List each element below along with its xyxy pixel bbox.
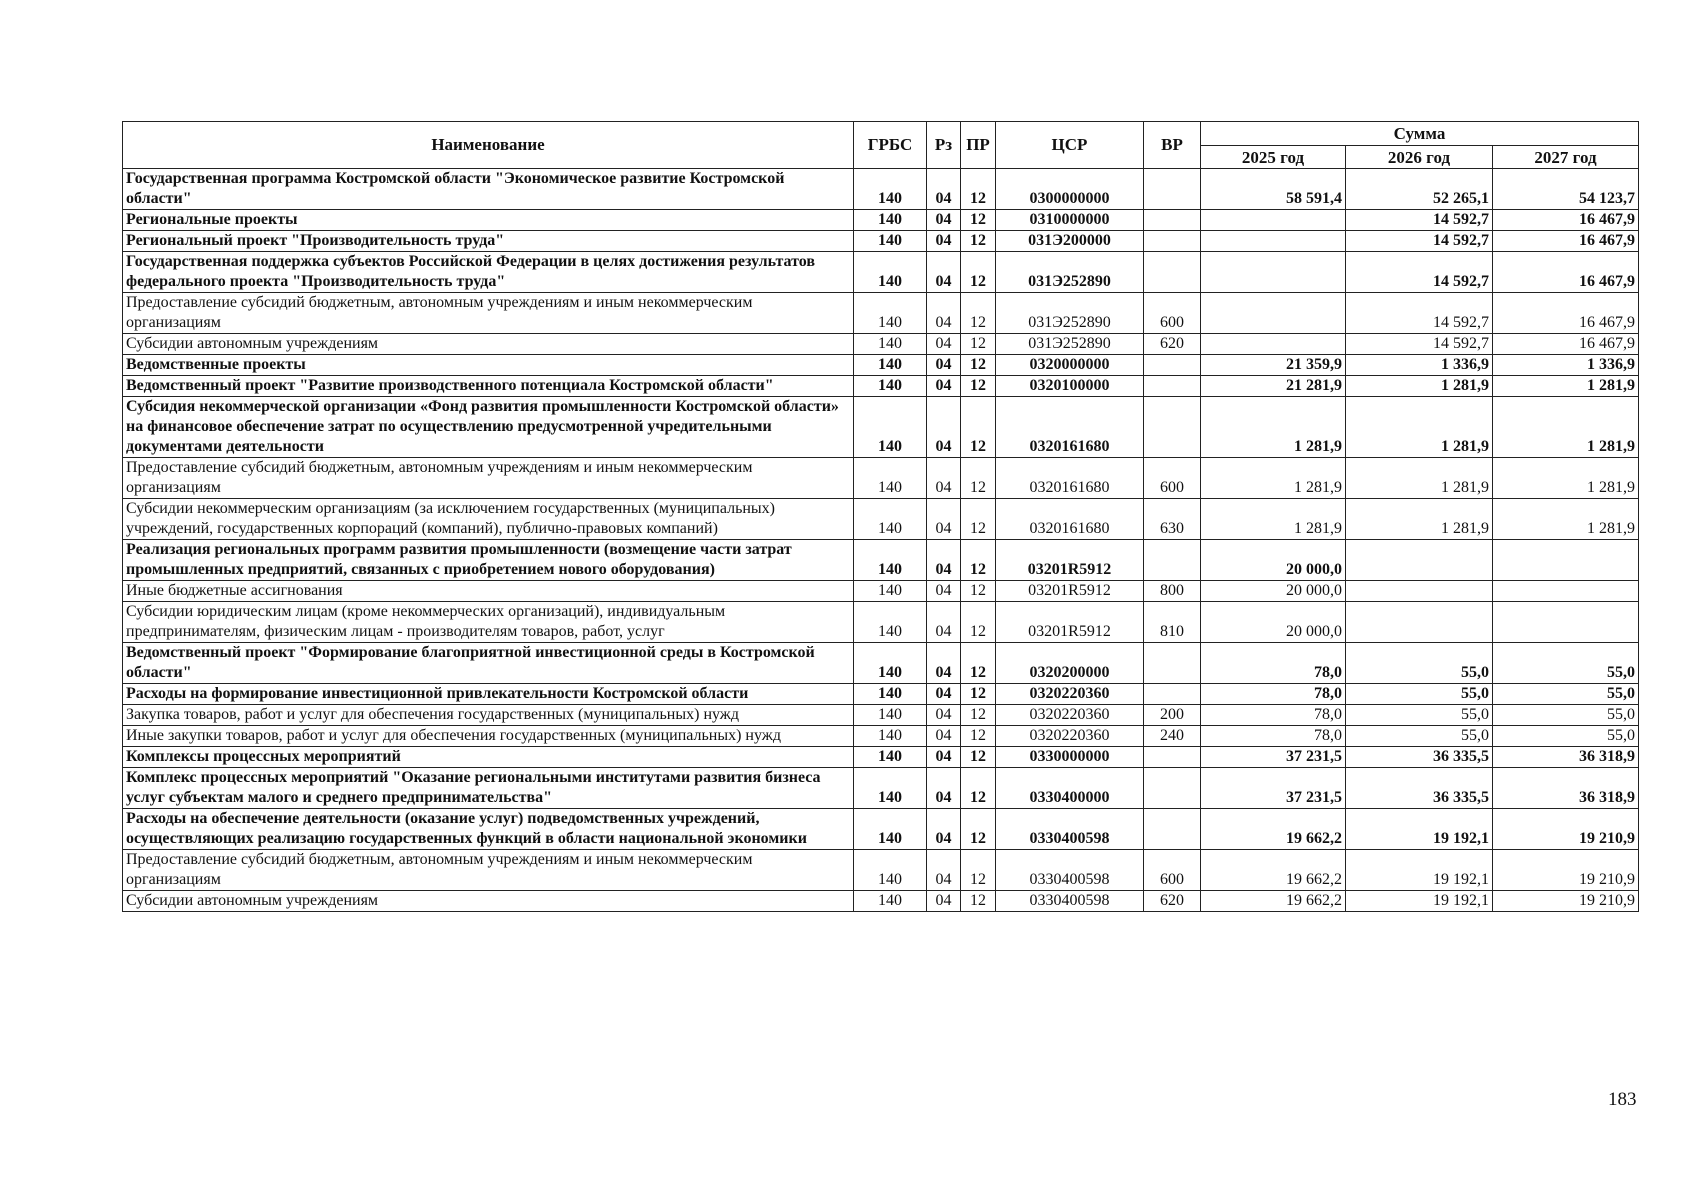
budget-table (122, 121, 1639, 912)
header-year-2026: 2026 год (1346, 146, 1493, 169)
cell-csr: 0320161680 (996, 458, 1144, 499)
cell-vr (1144, 169, 1201, 210)
cell-2026: 19 192,1 (1346, 850, 1493, 891)
cell-rz: 04 (927, 643, 961, 684)
cell-pr: 12 (961, 397, 996, 458)
table-row (123, 684, 1639, 705)
cell-2027: 16 467,9 (1493, 334, 1639, 355)
cell-vr: 620 (1144, 891, 1201, 912)
header-grbs: ГРБС (854, 122, 927, 169)
cell-2026: 55,0 (1346, 705, 1493, 726)
cell-2025: 78,0 (1201, 705, 1346, 726)
cell-name: Государственная поддержка субъектов Российской Федерации в целях достижения результатов федерального проекта "Производительность труда" (123, 252, 854, 293)
table-row (123, 705, 1639, 726)
table-row (123, 376, 1639, 397)
cell-csr: 0320220360 (996, 684, 1144, 705)
cell-2027: 1 281,9 (1493, 458, 1639, 499)
cell-pr: 12 (961, 293, 996, 334)
table-row (123, 891, 1639, 912)
cell-2026: 55,0 (1346, 726, 1493, 747)
cell-csr: 0330400598 (996, 891, 1144, 912)
cell-vr: 630 (1144, 499, 1201, 540)
cell-name: Региональный проект "Производительность труда" (123, 231, 854, 252)
cell-2027: 55,0 (1493, 705, 1639, 726)
table-row (123, 210, 1639, 231)
cell-grbs: 140 (854, 499, 927, 540)
cell-grbs: 140 (854, 355, 927, 376)
cell-2025 (1201, 334, 1346, 355)
header-year-2025: 2025 год (1201, 146, 1346, 169)
cell-csr: 0320100000 (996, 376, 1144, 397)
cell-2027 (1493, 540, 1639, 581)
cell-2027: 1 281,9 (1493, 376, 1639, 397)
table-header (123, 122, 1639, 169)
cell-vr (1144, 809, 1201, 850)
cell-pr: 12 (961, 602, 996, 643)
cell-csr: 03201R5912 (996, 581, 1144, 602)
cell-rz: 04 (927, 891, 961, 912)
cell-2027: 1 281,9 (1493, 397, 1639, 458)
cell-2025: 19 662,2 (1201, 809, 1346, 850)
cell-vr: 800 (1144, 581, 1201, 602)
cell-2025: 78,0 (1201, 726, 1346, 747)
cell-pr: 12 (961, 540, 996, 581)
cell-grbs: 140 (854, 334, 927, 355)
table-row (123, 581, 1639, 602)
cell-grbs: 140 (854, 376, 927, 397)
cell-2026: 19 192,1 (1346, 891, 1493, 912)
cell-grbs: 140 (854, 726, 927, 747)
cell-pr: 12 (961, 809, 996, 850)
cell-pr: 12 (961, 458, 996, 499)
cell-name: Расходы на формирование инвестиционной привлекательности Костромской области (123, 684, 854, 705)
cell-2026 (1346, 540, 1493, 581)
cell-2025: 20 000,0 (1201, 602, 1346, 643)
table-body (123, 169, 1639, 912)
cell-2025: 19 662,2 (1201, 891, 1346, 912)
cell-2027: 1 281,9 (1493, 499, 1639, 540)
cell-rz: 04 (927, 499, 961, 540)
cell-pr: 12 (961, 231, 996, 252)
cell-pr: 12 (961, 768, 996, 809)
cell-rz: 04 (927, 355, 961, 376)
header-name: Наименование (123, 122, 854, 169)
cell-pr: 12 (961, 499, 996, 540)
table-row (123, 169, 1639, 210)
cell-2026: 19 192,1 (1346, 809, 1493, 850)
cell-grbs: 140 (854, 581, 927, 602)
cell-vr (1144, 355, 1201, 376)
cell-rz: 04 (927, 602, 961, 643)
cell-rz: 04 (927, 293, 961, 334)
cell-pr: 12 (961, 376, 996, 397)
cell-2025: 20 000,0 (1201, 581, 1346, 602)
cell-csr: 0320220360 (996, 726, 1144, 747)
cell-pr: 12 (961, 210, 996, 231)
cell-rz: 04 (927, 684, 961, 705)
cell-grbs: 140 (854, 397, 927, 458)
cell-2027 (1493, 581, 1639, 602)
cell-csr: 0310000000 (996, 210, 1144, 231)
cell-2027: 55,0 (1493, 726, 1639, 747)
cell-grbs: 140 (854, 684, 927, 705)
cell-pr: 12 (961, 891, 996, 912)
cell-pr: 12 (961, 726, 996, 747)
cell-vr: 600 (1144, 458, 1201, 499)
cell-rz: 04 (927, 210, 961, 231)
cell-grbs: 140 (854, 231, 927, 252)
cell-grbs: 140 (854, 602, 927, 643)
cell-2025: 78,0 (1201, 684, 1346, 705)
cell-2025 (1201, 231, 1346, 252)
cell-grbs: 140 (854, 705, 927, 726)
cell-2026: 36 335,5 (1346, 747, 1493, 768)
cell-vr (1144, 376, 1201, 397)
cell-name: Предоставление субсидий бюджетным, автономным учреждениям и иным некоммерческим организациям (123, 458, 854, 499)
cell-2027: 55,0 (1493, 684, 1639, 705)
cell-csr: 0320161680 (996, 499, 1144, 540)
cell-2025 (1201, 252, 1346, 293)
cell-pr: 12 (961, 705, 996, 726)
cell-rz: 04 (927, 850, 961, 891)
cell-2025: 37 231,5 (1201, 768, 1346, 809)
cell-rz: 04 (927, 768, 961, 809)
cell-2027: 36 318,9 (1493, 747, 1639, 768)
cell-csr: 0300000000 (996, 169, 1144, 210)
cell-2025: 58 591,4 (1201, 169, 1346, 210)
cell-2025: 78,0 (1201, 643, 1346, 684)
cell-name: Закупка товаров, работ и услуг для обеспечения государственных (муниципальных) нужд (123, 705, 854, 726)
cell-vr (1144, 747, 1201, 768)
cell-2026: 1 281,9 (1346, 376, 1493, 397)
table-row (123, 499, 1639, 540)
cell-pr: 12 (961, 684, 996, 705)
cell-csr: 031Э252890 (996, 334, 1144, 355)
cell-2025: 20 000,0 (1201, 540, 1346, 581)
table-row (123, 231, 1639, 252)
cell-2027: 54 123,7 (1493, 169, 1639, 210)
table-row (123, 747, 1639, 768)
table-row (123, 540, 1639, 581)
cell-csr: 031Э200000 (996, 231, 1144, 252)
cell-vr (1144, 643, 1201, 684)
cell-2025: 1 281,9 (1201, 397, 1346, 458)
cell-grbs: 140 (854, 252, 927, 293)
cell-grbs: 140 (854, 210, 927, 231)
cell-2025: 21 281,9 (1201, 376, 1346, 397)
cell-pr: 12 (961, 850, 996, 891)
cell-2026: 1 281,9 (1346, 397, 1493, 458)
cell-2026: 1 281,9 (1346, 499, 1493, 540)
cell-vr: 600 (1144, 850, 1201, 891)
cell-2026: 36 335,5 (1346, 768, 1493, 809)
cell-pr: 12 (961, 252, 996, 293)
cell-vr (1144, 540, 1201, 581)
cell-vr (1144, 231, 1201, 252)
cell-vr: 810 (1144, 602, 1201, 643)
cell-vr: 620 (1144, 334, 1201, 355)
cell-2026: 52 265,1 (1346, 169, 1493, 210)
cell-grbs: 140 (854, 809, 927, 850)
cell-rz: 04 (927, 169, 961, 210)
cell-2026: 14 592,7 (1346, 334, 1493, 355)
cell-2025: 1 281,9 (1201, 499, 1346, 540)
header-pr: ПР (961, 122, 996, 169)
table-row (123, 293, 1639, 334)
cell-name: Ведомственный проект "Развитие производственного потенциала Костромской области" (123, 376, 854, 397)
cell-rz: 04 (927, 458, 961, 499)
cell-2026: 14 592,7 (1346, 252, 1493, 293)
cell-name: Предоставление субсидий бюджетным, автономным учреждениям и иным некоммерческим организациям (123, 293, 854, 334)
cell-csr: 03201R5912 (996, 540, 1144, 581)
cell-vr: 240 (1144, 726, 1201, 747)
cell-2027: 36 318,9 (1493, 768, 1639, 809)
cell-vr: 200 (1144, 705, 1201, 726)
cell-grbs: 140 (854, 768, 927, 809)
cell-rz: 04 (927, 376, 961, 397)
cell-2025: 1 281,9 (1201, 458, 1346, 499)
cell-2025 (1201, 293, 1346, 334)
cell-rz: 04 (927, 540, 961, 581)
cell-name: Региональные проекты (123, 210, 854, 231)
cell-2025: 19 662,2 (1201, 850, 1346, 891)
cell-rz: 04 (927, 705, 961, 726)
table-row (123, 252, 1639, 293)
cell-rz: 04 (927, 809, 961, 850)
header-csr: ЦСР (996, 122, 1144, 169)
cell-csr: 0330400598 (996, 809, 1144, 850)
cell-name: Субсидии юридическим лицам (кроме некоммерческих организаций), индивидуальным предпринимателям, физическим лицам - производителям товаров, работ, услуг (123, 602, 854, 643)
cell-rz: 04 (927, 252, 961, 293)
cell-csr: 0320220360 (996, 705, 1144, 726)
cell-name: Комплексы процессных мероприятий (123, 747, 854, 768)
cell-grbs: 140 (854, 458, 927, 499)
cell-2026: 14 592,7 (1346, 231, 1493, 252)
cell-csr: 031Э252890 (996, 252, 1144, 293)
cell-2027: 16 467,9 (1493, 293, 1639, 334)
cell-2027: 19 210,9 (1493, 891, 1639, 912)
cell-name: Предоставление субсидий бюджетным, автономным учреждениям и иным некоммерческим организациям (123, 850, 854, 891)
cell-name: Субсидии автономным учреждениям (123, 334, 854, 355)
cell-pr: 12 (961, 334, 996, 355)
cell-csr: 0320161680 (996, 397, 1144, 458)
cell-name: Расходы на обеспечение деятельности (оказание услуг) подведомственных учреждений, осуществляющих реализацию государственных функций в области национальной экономики (123, 809, 854, 850)
cell-2027: 19 210,9 (1493, 809, 1639, 850)
cell-name: Иные закупки товаров, работ и услуг для обеспечения государственных (муниципальных) нужд (123, 726, 854, 747)
cell-name: Ведомственный проект "Формирование благоприятной инвестиционной среды в Костромской области" (123, 643, 854, 684)
cell-vr (1144, 684, 1201, 705)
cell-2027: 16 467,9 (1493, 210, 1639, 231)
table-row (123, 602, 1639, 643)
header-year-2027: 2027 год (1493, 146, 1639, 169)
cell-vr (1144, 397, 1201, 458)
cell-pr: 12 (961, 643, 996, 684)
table-row (123, 458, 1639, 499)
cell-2026 (1346, 581, 1493, 602)
cell-vr: 600 (1144, 293, 1201, 334)
cell-2026: 14 592,7 (1346, 293, 1493, 334)
table-row (123, 643, 1639, 684)
cell-2025 (1201, 210, 1346, 231)
cell-name: Ведомственные проекты (123, 355, 854, 376)
cell-grbs: 140 (854, 293, 927, 334)
cell-name: Комплекс процессных мероприятий "Оказание региональными институтами развития бизнеса услуг субъектам малого и среднего предпринимательства" (123, 768, 854, 809)
table-row (123, 334, 1639, 355)
cell-2025: 21 359,9 (1201, 355, 1346, 376)
cell-name: Иные бюджетные ассигнования (123, 581, 854, 602)
cell-2026: 1 281,9 (1346, 458, 1493, 499)
cell-rz: 04 (927, 581, 961, 602)
cell-2026: 55,0 (1346, 643, 1493, 684)
cell-csr: 0330400000 (996, 768, 1144, 809)
cell-2026: 1 336,9 (1346, 355, 1493, 376)
cell-vr (1144, 768, 1201, 809)
cell-2027: 16 467,9 (1493, 231, 1639, 252)
header-sum: Сумма (1201, 122, 1639, 146)
cell-2027: 19 210,9 (1493, 850, 1639, 891)
cell-2027: 16 467,9 (1493, 252, 1639, 293)
cell-grbs: 140 (854, 891, 927, 912)
cell-name: Субсидии некоммерческим организациям (за исключением государственных (муниципальных) учреждений, государственных корпораций (компаний), публично-правовых компаний) (123, 499, 854, 540)
cell-2025: 37 231,5 (1201, 747, 1346, 768)
cell-pr: 12 (961, 355, 996, 376)
cell-name: Субсидия некоммерческой организации «Фонд развития промышленности Костромской области» на финансовое обеспечение затрат по осуществлению предусмотренной учредительными документами деятельности (123, 397, 854, 458)
table-row (123, 355, 1639, 376)
cell-grbs: 140 (854, 747, 927, 768)
cell-2026 (1346, 602, 1493, 643)
table-row (123, 809, 1639, 850)
header-rz: Рз (927, 122, 961, 169)
cell-csr: 03201R5912 (996, 602, 1144, 643)
cell-csr: 031Э252890 (996, 293, 1144, 334)
cell-name: Субсидии автономным учреждениям (123, 891, 854, 912)
cell-grbs: 140 (854, 643, 927, 684)
cell-grbs: 140 (854, 540, 927, 581)
cell-2026: 55,0 (1346, 684, 1493, 705)
cell-csr: 0320200000 (996, 643, 1144, 684)
cell-rz: 04 (927, 747, 961, 768)
cell-grbs: 140 (854, 169, 927, 210)
cell-vr (1144, 252, 1201, 293)
header-vr: ВР (1144, 122, 1201, 169)
table-row (123, 726, 1639, 747)
cell-2026: 14 592,7 (1346, 210, 1493, 231)
cell-pr: 12 (961, 747, 996, 768)
cell-rz: 04 (927, 397, 961, 458)
cell-pr: 12 (961, 169, 996, 210)
cell-rz: 04 (927, 334, 961, 355)
cell-csr: 0330400598 (996, 850, 1144, 891)
cell-rz: 04 (927, 726, 961, 747)
table-row (123, 768, 1639, 809)
cell-2027: 55,0 (1493, 643, 1639, 684)
cell-grbs: 140 (854, 850, 927, 891)
cell-rz: 04 (927, 231, 961, 252)
table-row (123, 850, 1639, 891)
cell-2027 (1493, 602, 1639, 643)
cell-name: Реализация региональных программ развития промышленности (возмещение части затрат промышленных предприятий, связанных с приобретением нового оборудования) (123, 540, 854, 581)
cell-vr (1144, 210, 1201, 231)
table-row (123, 397, 1639, 458)
page-number: 183 (1608, 1089, 1637, 1110)
cell-2027: 1 336,9 (1493, 355, 1639, 376)
cell-csr: 0320000000 (996, 355, 1144, 376)
cell-csr: 0330000000 (996, 747, 1144, 768)
cell-pr: 12 (961, 581, 996, 602)
cell-name: Государственная программа Костромской области "Экономическое развитие Костромской области" (123, 169, 854, 210)
